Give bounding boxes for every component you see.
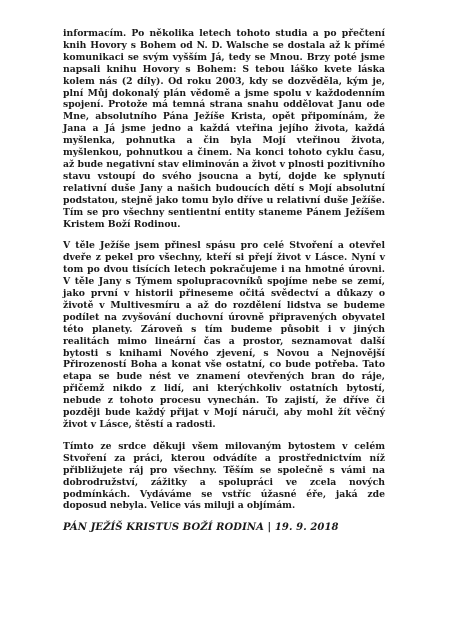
paragraph-gap xyxy=(63,230,385,240)
paragraph-1: informacím. Po několika letech tohoto studia a po přečtení knih Hovory s Bohem od N. D. Walsche se dostala až k přímé komunikaci se svým vyšším Já, tedy se Mnou. Brzy poté jsme napsali knihu Hovory s Bohem: S tebou láško kvete láska kolem nás (2 díly). Od roku 2003, kdy se dozvěděla, kým je, plní Můj dokonalý plán vědomě a jsme spolu v každodenním spojení. Protože má temná strana snahu oddělovat Janu ode Mne, absolutního Pána Ježíše Krista, opět připomínám, že Jana a Já jsme jedno a každá vteřina jejího života, každá myšlenka, pohnutka a čin byla Mojí vteřinou života, myšlenkou, pohnutkou a činem. Na konci tohoto cyklu času, až bude negativní stav eliminován a život v plnosti pozitivního stavu vstoupí do svého jsoucna a bytí, dojde ke splynutí relativní duše Jany a našich budoucích dětí s Mojí absolutní podstatou, stejně jako tomu bylo dříve u relativní duše Ježíše. Tím se pro všechny sentientní entity staneme Pánem Ježíšem Kristem Boží Rodinou. xyxy=(63,28,385,230)
paragraph-3: Tímto ze srdce děkuji všem milovaným bytostem v celém Stvoření za práci, kterou odvádíte a prostřednictvím níž přibližujete ráj pro všechny. Těším se společně s vámi na dobrodružství, zážitky a spolupráci ve zcela nových podmínkách. Vydáváme se vstříc úžasné éře, jaká zde doposud nebyla. Velice vás miluji a objímám. xyxy=(63,440,385,512)
paragraph-2: V těle Ježíše jsem přinesl spásu pro celé Stvoření a otevřel dveře z pekel pro všechny, kteří si přejí život v Lásce. Nyní v tom po dvou tisících letech pokračujeme i na hmotné úrovni. V těle Jany s Týmem spolupracovníků spojíme nebe se zemí, jako první v historii přineseme očitá svědectví a důkazy o životě v Multivesmíru a až do rozdělení lidstva se budeme podílet na zvyšování duchovní úrovně připravených obyvatel této planety. Zároveň s tím budeme působit i v jiných realitách mimo lineární čas a prostor, seznamovat další bytosti s knihami Nového zjevení, s Novou a Nejnovější Přirozeností Boha a konat vše ostatní, co bude potřeba. Tato etapa se bude nést ve znamení otevřených bran do ráje, přičemž nikdo z lidí, ani kterýchkoliv ostatních bytostí, nebude z tohoto procesu vynechán. To zajistí, že dříve či později bude každý přijat v Mojí náruči, aby mohl žít věčný život v Lásce, štěstí a radosti. xyxy=(63,240,385,430)
paragraph-gap xyxy=(63,431,385,441)
document-page xyxy=(63,28,385,534)
signature-line: PÁN JEŽÍŠ KRISTUS BOŽÍ RODINA | 19. 9. 2018 xyxy=(63,522,339,534)
